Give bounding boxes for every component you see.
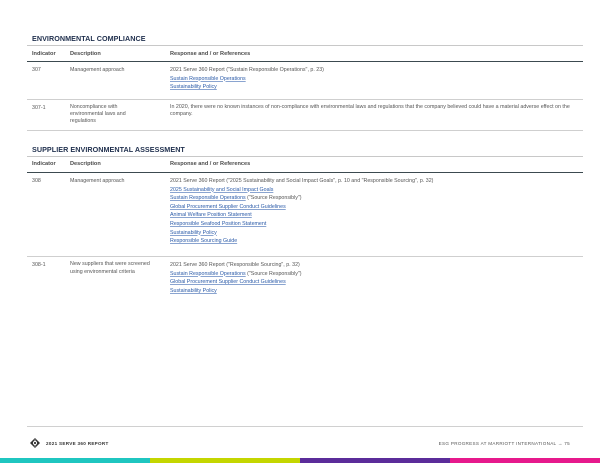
- description-cell: Management approach: [70, 178, 125, 184]
- response-cell: [170, 261, 302, 295]
- response-cell: [170, 177, 433, 246]
- description-cell: Management approach: [70, 67, 125, 73]
- link-sustain-responsible-operations[interactable]: Sustain Responsible Operations: [170, 75, 246, 82]
- link-sustainability-policy[interactable]: Sustainability Policy: [170, 287, 217, 294]
- reference-suffix: ("Source Responsibly"): [245, 270, 302, 277]
- color-bar-teal: [0, 458, 150, 463]
- link-supplier-conduct-guidelines[interactable]: Global Procurement Supplier Conduct Guidelines: [170, 203, 286, 210]
- description-cell: New suppliers that were screened using environmental criteria: [70, 261, 150, 275]
- header-description: Description: [70, 51, 101, 57]
- report-title: 2021 SERVE 360 REPORT: [46, 440, 109, 446]
- link-animal-welfare-statement[interactable]: Animal Welfare Position Statement: [170, 212, 252, 219]
- reference-text: 2021 Serve 360 Report ("2025 Sustainability and Social Impact Goals", p. 10 and "Responsible Sourcing", p. 32): [170, 178, 434, 184]
- link-responsible-sourcing-guide[interactable]: Responsible Sourcing Guide: [170, 238, 238, 245]
- page-section-link[interactable]: ESG PROGRESS AT MARRIOTT INTERNATIONAL → 75: [438, 440, 570, 446]
- description-cell: Noncompliance with environmental laws and regulations: [70, 104, 126, 124]
- section-title-environmental-compliance: ENVIRONMENTAL COMPLIANCE: [32, 34, 146, 43]
- header-description: Description: [70, 161, 101, 167]
- brand-color-bar: [0, 458, 600, 463]
- reference-text: 2021 Serve 360 Report ("Sustain Responsible Operations", p. 23): [170, 67, 324, 73]
- reference-text: 2021 Serve 360 Report ("Responsible Sourcing", p. 32): [170, 262, 300, 268]
- link-sustain-responsible-operations[interactable]: Sustain Responsible Operations: [170, 195, 246, 202]
- color-bar-magenta: [450, 458, 600, 463]
- serve360-compass-icon: [30, 438, 40, 448]
- color-bar-purple: [300, 458, 450, 463]
- indicator-cell: 308: [32, 178, 41, 184]
- header-response: Response and / or References: [170, 51, 251, 57]
- footer-divider: [27, 426, 583, 427]
- color-bar-lime: [150, 458, 300, 463]
- page-footer: [0, 432, 600, 454]
- response-cell: In 2020, there were no known instances of non-compliance with environmental laws and regulations that the company believed could have a material adverse effect on the company.: [170, 104, 570, 117]
- header-response: Response and / or References: [170, 161, 251, 167]
- indicator-cell: 308-1: [32, 262, 46, 268]
- reference-suffix: ("Source Responsibly"): [245, 195, 302, 202]
- response-cell: [170, 66, 324, 92]
- link-seafood-statement[interactable]: Responsible Seafood Position Statement: [170, 220, 267, 227]
- link-supplier-conduct-guidelines[interactable]: Global Procurement Supplier Conduct Guidelines: [170, 279, 286, 286]
- indicator-cell: 307: [32, 67, 41, 73]
- section-title-supplier-environmental-assessment: SUPPLIER ENVIRONMENTAL ASSESSMENT: [32, 145, 185, 154]
- header-indicator: Indicator: [32, 51, 56, 57]
- link-sustain-responsible-operations[interactable]: Sustain Responsible Operations: [170, 270, 246, 277]
- header-indicator: Indicator: [32, 161, 56, 167]
- indicator-cell: 307-1: [32, 105, 46, 111]
- link-sustainability-policy[interactable]: Sustainability Policy: [170, 229, 217, 236]
- link-2025-goals[interactable]: 2025 Sustainability and Social Impact Goals: [170, 186, 274, 193]
- link-sustainability-policy[interactable]: Sustainability Policy: [170, 84, 217, 91]
